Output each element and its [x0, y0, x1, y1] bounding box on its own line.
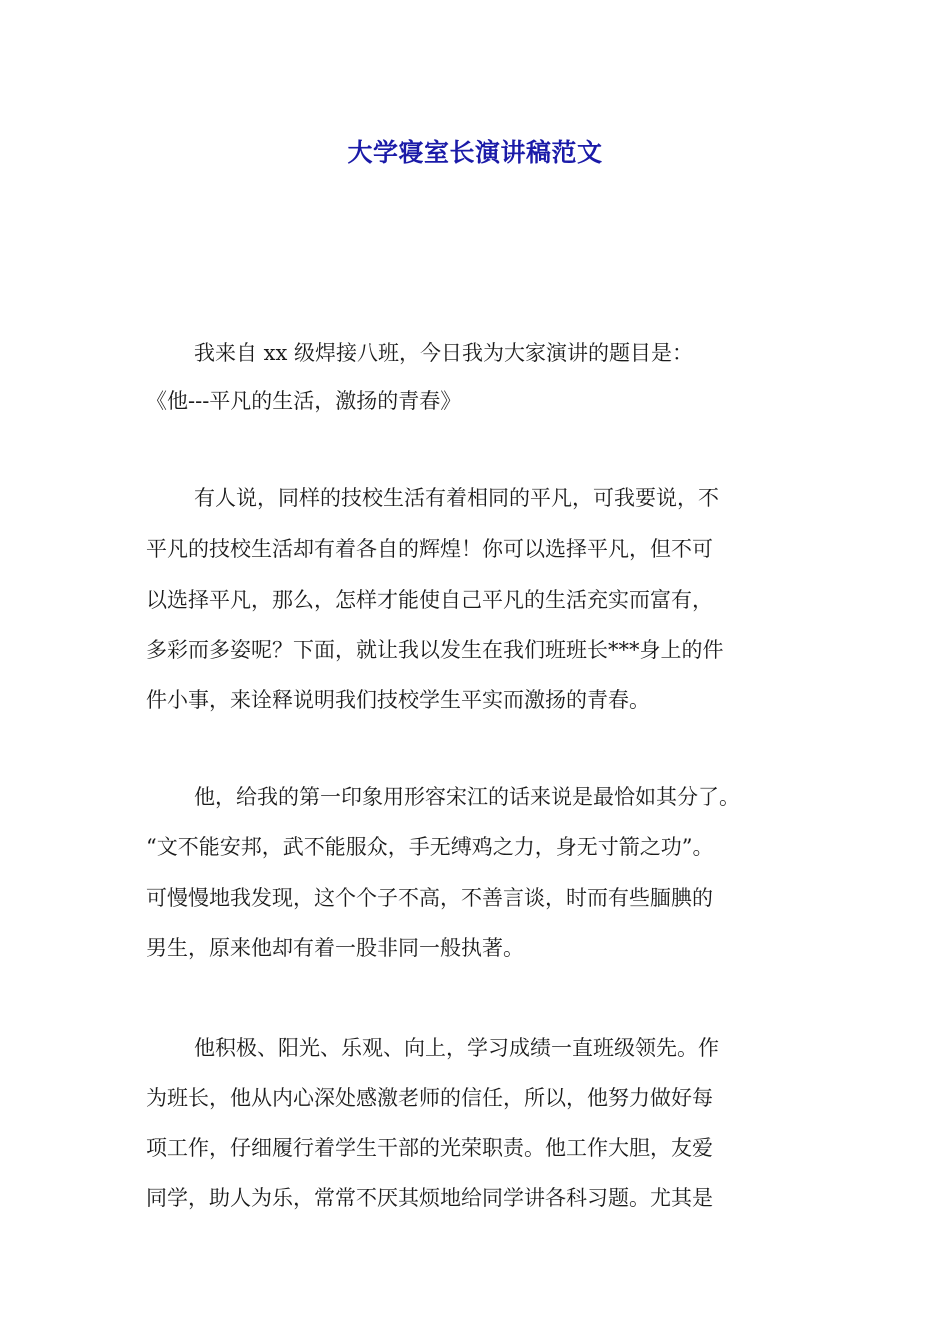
paragraph-line: 他，给我的第一印象用形容宋江的话来说是最恰如其分了。 [194, 785, 740, 809]
paragraph-line: 男生，原来他却有着一股非同一般执著。 [146, 936, 524, 960]
paragraph-line: 为班长，他从内心深处感激老师的信任，所以，他努力做好每 [146, 1086, 713, 1110]
paragraph-line: 他积极、阳光、乐观、向上，学习成绩一直班级领先。作 [194, 1036, 719, 1060]
paragraph-line: 平凡的技校生活却有着各自的辉煌！你可以选择平凡，但不可 [146, 537, 713, 561]
paragraph-line: 以选择平凡，那么，怎样才能使自己平凡的生活充实而富有， [146, 588, 713, 612]
document-title: 大学寝室长演讲稿范文 [347, 138, 603, 167]
paragraph-line: “文不能安邦，武不能服众，手无缚鸡之力，身无寸箭之功”。 [146, 835, 714, 859]
paragraph-line: 件小事，来诠释说明我们技校学生平实而激扬的青春。 [146, 688, 650, 712]
paragraph-line: 可慢慢地我发现，这个个子不高，不善言谈，时而有些腼腆的 [146, 886, 713, 910]
paragraph-line: 《他---平凡的生活，激扬的青春》 [146, 389, 462, 413]
paragraph-line: 有人说，同样的技校生活有着相同的平凡，可我要说，不 [194, 486, 719, 510]
paragraph-line: 同学，助人为乐，常常不厌其烦地给同学讲各科习题。尤其是 [146, 1186, 713, 1210]
paragraph-line: 多彩而多姿呢？下面，就让我以发生在我们班班长***身上的件 [146, 638, 724, 662]
paragraph-line: 我来自 xx 级焊接八班，今日我为大家演讲的题目是： [194, 341, 694, 365]
paragraph-line: 项工作，仔细履行着学生干部的光荣职责。他工作大胆，友爱 [146, 1136, 713, 1160]
